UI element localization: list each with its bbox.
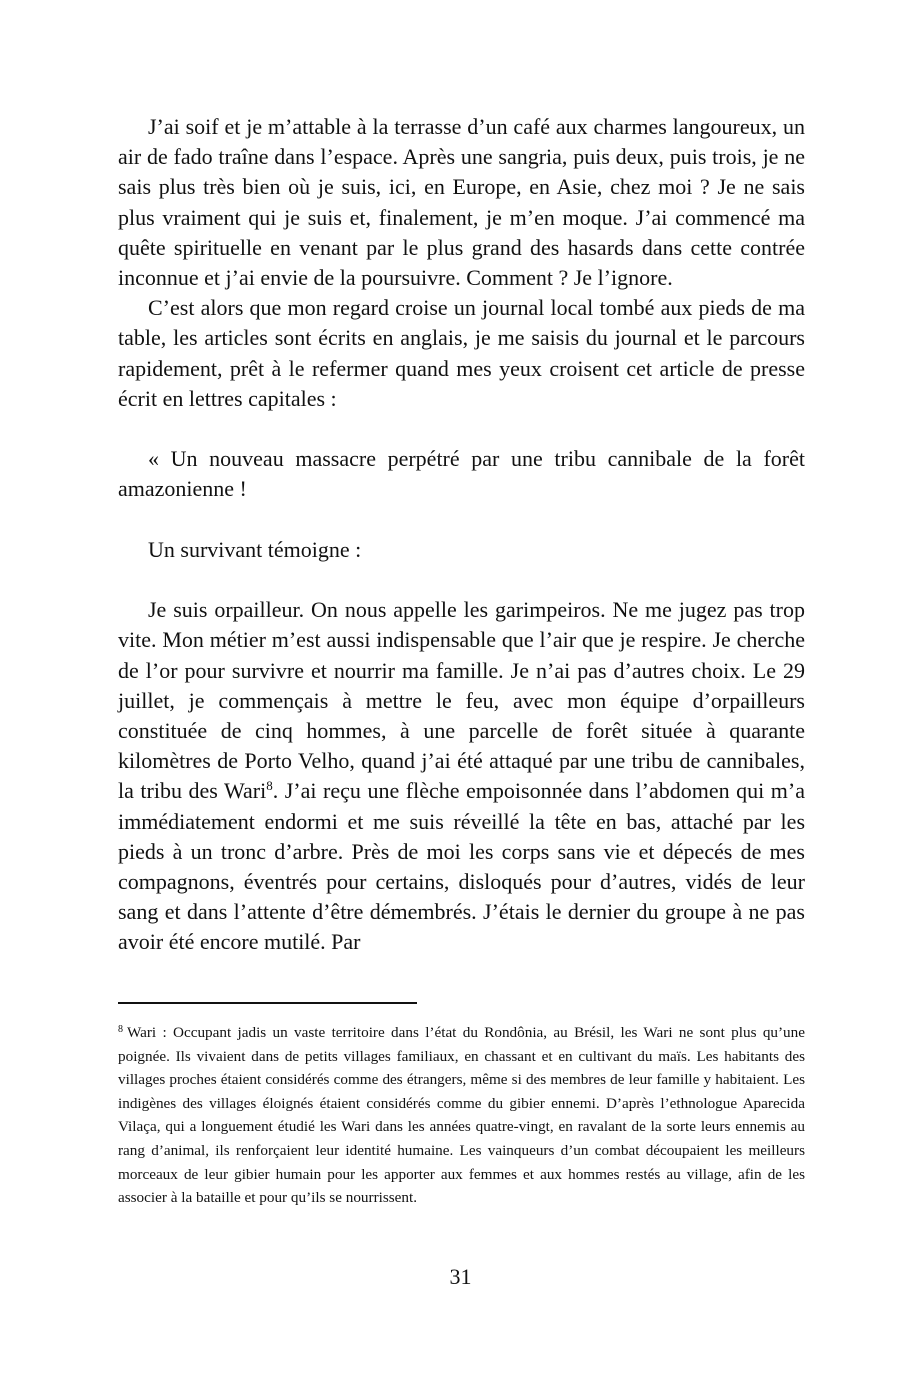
testimony-text-end: . J’ai reçu une flèche empoisonnée dans l’abdomen qui m’a immédiatement endormi et me suis réveillé la tête en bas, attaché par les pieds à un tronc d’arbre. Près de moi les corps sans vie et dépecés de mes compagnons, éventrés pour certains, disloqués pour d’autres, vidés de leur sang et dans l’attente d’être démembrés. J’étais le dernier du groupe à ne pas avoir été encore mutilé. Par: [118, 778, 806, 955]
paragraph-survivor: Un survivant témoigne :: [148, 536, 362, 562]
blank-line: [118, 505, 805, 535]
footnote: [118, 1018, 805, 1210]
page-number: 31: [449, 1264, 472, 1289]
footnote-separator: [118, 1002, 417, 1004]
paragraph-headline: « Un nouveau massacre perpétré par une tribu cannibale de la forêt amazonienne !: [118, 446, 805, 502]
footnote-reference: 8: [266, 778, 273, 794]
footnote-text: Wari : Occupant jadis un vaste territoire dans l’état du Rondônia, au Brésil, les Wari ne sont plus qu’une poignée. Ils vivaient dans de petits villages familiaux, en chassant et en cultivant du maïs. Les habitants des villages proches étaient considérés comme des étrangers, même si des membres de leur famille y habitaient. Les indigènes des villages éloignés étaient considérés comme du gibier ennemi. D’après l’ethnologue Aparecida Vilaça, qui a longuement étudié les Wari dans les années quatre-vingt, en ravalant de la sorte leurs ennemis au rang d’animal, ils renforçaient leur identité humaine. Les vainqueurs d’un combat découpaient les meilleurs morceaux de leur gibier humain pour les apporter aux femmes et aux hommes restés au village, afin de les associer à la bataille et pour qu’ils se nourrissent.: [118, 1024, 805, 1207]
blank-line: [118, 565, 805, 595]
paragraph-testimony: [118, 595, 805, 957]
blank-line: [118, 414, 805, 444]
paragraph-newspaper: C’est alors que mon regard croise un journal local tombé aux pieds de ma table, les articles sont écrits en anglais, je me saisis du journal et le parcours rapidement, prêt à le refermer quand mes yeux croisent cet article de presse écrit en lettres capitales :: [118, 295, 805, 411]
paragraph-cafe: J’ai soif et je m’attable à la terrasse d’un café aux charmes langoureux, un air de fado traîne dans l’espace. Après une sangria, puis deux, puis trois, je ne sais plus très bien où je suis, ici, en Europe, en Asie, chez moi ? Je ne sais plus vraiment qui je suis et, finalement, je m’en moque. J’ai commencé ma quête spirituelle en venant par le plus grand des hasards dans cette contrée inconnue et j’ai envie de la poursuivre. Comment ? Je l’ignore.: [118, 114, 805, 291]
page-body: [118, 112, 805, 958]
footnote-number: 8: [118, 1024, 123, 1035]
testimony-text-start: Je suis orpailleur. On nous appelle les garimpeiros. Ne me jugez pas trop vite. Mon métier m’est aussi indispensable que l’air que je respire. Je cherche de l’or pour survivre et nourrir ma famille. Je n’ai pas d’autres choix. Le 29 juillet, je commençais à mettre le feu, avec mon équipe d’orpailleurs constituée de cinq hommes, à une parcelle de forêt située à quarante kilomètres de Porto Velho, quand j’ai été attaqué par une tribu de cannibales, la tribu des Wari: [118, 597, 805, 804]
